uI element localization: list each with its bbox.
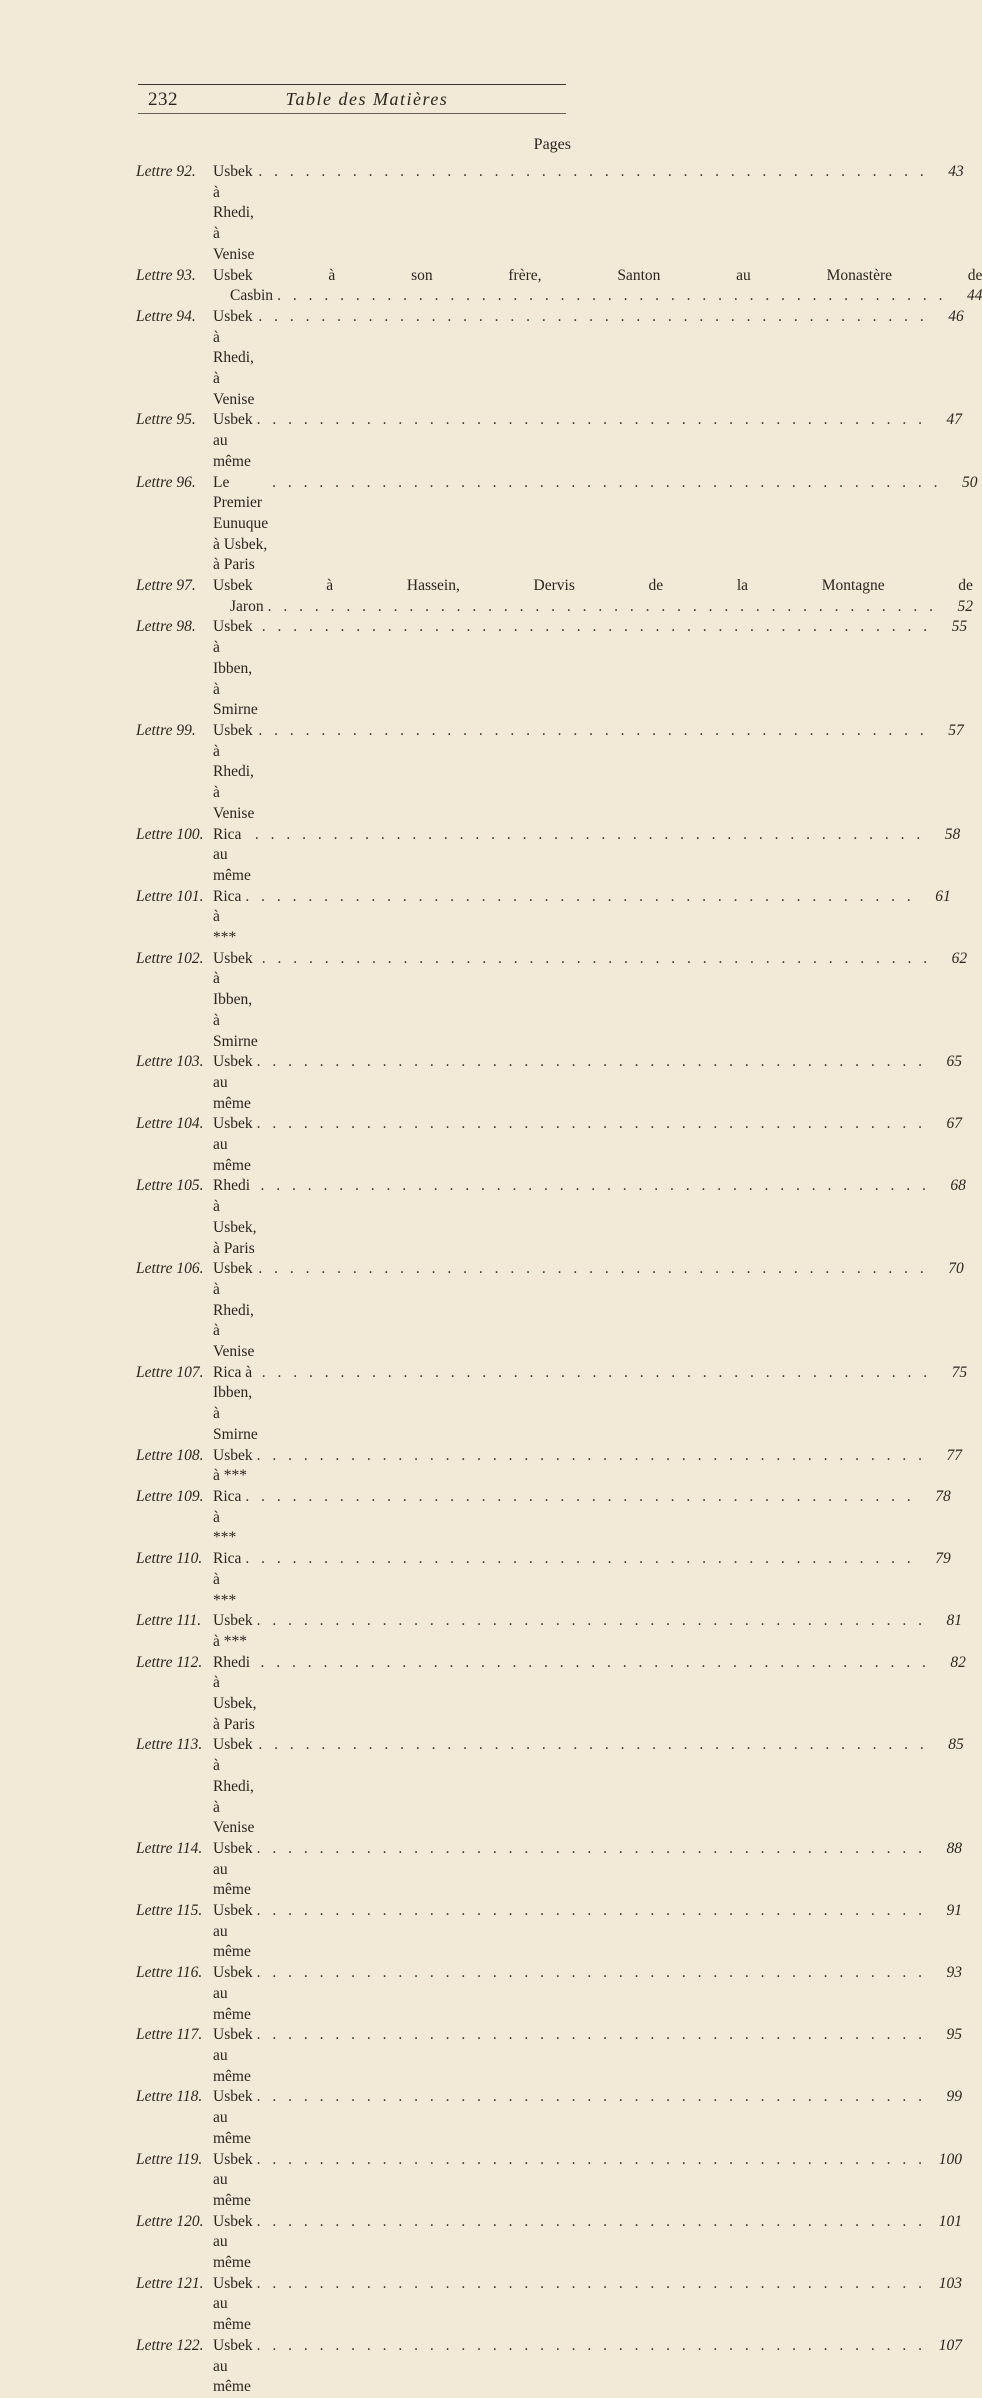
toc-entry xyxy=(136,2212,962,2274)
toc-entry xyxy=(136,1487,951,1549)
toc-entry xyxy=(136,1549,951,1611)
letter-number: Lettre 117. xyxy=(136,2026,203,2044)
dot-leader xyxy=(258,721,927,742)
letter-number: Lettre 102. xyxy=(136,949,204,967)
dot-leader xyxy=(258,307,927,328)
dot-leader xyxy=(262,1363,931,1384)
page-ref: 82 xyxy=(950,1653,966,1671)
entry-title: Usbek au même xyxy=(213,1839,253,1899)
page-ref: 93 xyxy=(946,1964,962,1982)
entry-title: Rhedi à Usbek, à Paris xyxy=(213,1653,257,1733)
toc-entry xyxy=(136,2025,962,2087)
letter-number: Lettre 108. xyxy=(136,1446,204,1464)
entry-title: Rica à Ibben, à Smirne xyxy=(213,1363,258,1443)
entry-title: Usbek à Ibben, à Smirne xyxy=(213,618,258,719)
dot-leader xyxy=(257,1901,926,1922)
page-ref: 81 xyxy=(946,1612,962,1630)
letter-number: Lettre 97. xyxy=(136,577,196,595)
letter-number: Lettre 92. xyxy=(136,163,196,180)
dot-leader xyxy=(257,2087,926,2108)
dot-leader xyxy=(257,410,926,431)
toc-entry xyxy=(136,1259,964,1363)
page-ref: 44 xyxy=(966,287,982,305)
dot-leader xyxy=(277,286,946,307)
dot-leader xyxy=(262,617,931,638)
letter-number: Lettre 98. xyxy=(136,618,196,636)
dot-leader xyxy=(257,1114,926,1135)
letter-number: Lettre 110. xyxy=(136,1550,203,1568)
toc-entry xyxy=(136,1446,962,1487)
dot-leader xyxy=(255,825,924,846)
letter-number: Lettre 115. xyxy=(136,1902,203,1920)
dot-leader xyxy=(258,1259,927,1280)
toc-entry xyxy=(136,1363,968,1446)
entry-title: Usbek au même xyxy=(213,1115,253,1174)
toc-entry xyxy=(136,2274,962,2336)
toc-entry xyxy=(136,1611,962,1652)
dot-leader xyxy=(257,2212,926,2233)
pages-column-label: Pages xyxy=(533,136,571,153)
page-ref: 62 xyxy=(951,949,968,967)
letter-number: Lettre 113. xyxy=(136,1736,203,1754)
page-ref: 61 xyxy=(935,887,951,905)
letter-number: Lettre 95. xyxy=(136,411,196,429)
dot-leader xyxy=(258,1735,927,1756)
dot-leader xyxy=(260,1653,929,1674)
entry-title: Usbek à Rhedi, à Venise xyxy=(213,163,255,263)
entry-title: Usbek au même xyxy=(213,2150,253,2209)
entry-title: Usbek à son frère, Santon au Monastère de xyxy=(213,266,982,284)
page-ref: 88 xyxy=(946,1839,962,1857)
toc-entry xyxy=(136,617,968,721)
toc-entry xyxy=(136,1963,962,2025)
toc-entry xyxy=(136,410,962,472)
page-ref: 78 xyxy=(935,1488,951,1505)
toc-entry xyxy=(136,473,978,577)
toc-entry xyxy=(136,576,973,617)
entry-title: Usbek à *** xyxy=(213,1446,253,1485)
letter-number: Lettre 121. xyxy=(136,2274,204,2292)
letter-number: Lettre 111. xyxy=(136,1612,202,1630)
dot-leader xyxy=(257,1963,926,1984)
page-ref: 70 xyxy=(948,1260,964,1278)
toc-entry xyxy=(136,2336,962,2398)
dot-leader xyxy=(257,1446,926,1467)
page-ref: 75 xyxy=(951,1363,968,1381)
dot-leader xyxy=(257,1611,926,1632)
toc-entry xyxy=(136,1839,962,1901)
entry-title: Rica à *** xyxy=(213,1550,242,1609)
letter-number: Lettre 112. xyxy=(136,1653,203,1671)
dot-leader xyxy=(257,2025,926,2046)
dot-leader xyxy=(257,2274,926,2295)
entry-title: Usbek au même xyxy=(213,2274,253,2334)
toc-entry xyxy=(136,1176,966,1259)
toc-entry xyxy=(136,1114,962,1176)
toc-entry xyxy=(136,825,961,887)
entry-title-continuation: Casbin xyxy=(230,287,274,305)
toc-entry xyxy=(136,1052,962,1114)
toc-entry xyxy=(136,307,964,411)
letter-number: Lettre 122. xyxy=(136,2336,204,2354)
letter-number: Lettre 96. xyxy=(136,473,196,491)
dot-leader xyxy=(272,473,941,494)
dot-leader xyxy=(257,1052,926,1073)
toc-entry xyxy=(136,1653,966,1736)
dot-leader xyxy=(260,1176,929,1197)
toc-entry xyxy=(136,721,964,825)
toc-entry xyxy=(136,949,968,1053)
letter-number: Lettre 104. xyxy=(136,1115,204,1133)
page-header xyxy=(138,84,566,114)
letter-number: Lettre 107. xyxy=(136,1363,204,1381)
page-ref: 68 xyxy=(950,1177,966,1195)
entry-title: Usbek à *** xyxy=(213,1612,253,1650)
page-ref: 101 xyxy=(938,2212,962,2230)
letter-number: Lettre 118. xyxy=(136,2088,203,2106)
entry-title: Usbek au même xyxy=(213,2212,253,2272)
entry-title: Usbek à Rhedi, à Venise xyxy=(213,307,255,408)
letter-number: Lettre 94. xyxy=(136,307,196,325)
running-title: Table des Matières xyxy=(285,89,449,109)
entry-title: Usbek au même xyxy=(213,1964,253,2023)
dot-leader xyxy=(258,162,927,183)
page-ref: 57 xyxy=(948,721,964,739)
entry-title: Rica au même xyxy=(213,825,251,884)
entry-title: Le Premier Eunuque à Usbek, à Paris xyxy=(213,473,269,574)
page-ref: 46 xyxy=(948,307,964,325)
page-ref: 95 xyxy=(946,2026,962,2044)
toc-entry xyxy=(136,1735,964,1839)
page-ref: 52 xyxy=(957,597,973,615)
entry-title: Usbek au même xyxy=(213,1053,253,1112)
dot-leader xyxy=(262,949,931,970)
entry-title: Rhedi à Usbek, à Paris xyxy=(213,1177,257,1257)
letter-number: Lettre 101. xyxy=(136,887,204,905)
page-number: 232 xyxy=(148,89,178,110)
toc-entry xyxy=(136,1901,962,1963)
letter-number: Lettre 120. xyxy=(136,2212,204,2230)
toc-entry xyxy=(136,2087,962,2149)
toc-entry xyxy=(136,266,982,307)
dot-leader xyxy=(245,1487,914,1508)
page-ref: 55 xyxy=(951,618,968,636)
dot-leader xyxy=(257,2336,926,2357)
entry-title: Usbek à Ibben, à Smirne xyxy=(213,949,258,1050)
entry-title: Rica à *** xyxy=(213,1488,242,1547)
letter-number: Lettre 116. xyxy=(136,1964,203,1982)
entry-title: Usbek à Rhedi, à Venise xyxy=(213,721,255,822)
page-ref: 91 xyxy=(946,1902,962,1920)
page-ref: 67 xyxy=(946,1115,962,1133)
page-ref: 100 xyxy=(938,2150,962,2168)
page-ref: 50 xyxy=(961,473,978,491)
page-ref: 79 xyxy=(935,1550,951,1568)
letter-number: Lettre 99. xyxy=(136,721,196,739)
dot-leader xyxy=(257,2150,926,2171)
letter-number: Lettre 105. xyxy=(136,1177,204,1195)
entry-title: Usbek au même xyxy=(213,2088,253,2147)
letter-number: Lettre 109. xyxy=(136,1488,204,1505)
entry-title: Usbek au même xyxy=(213,411,253,470)
toc-entry xyxy=(136,2150,962,2212)
toc-entry xyxy=(136,162,964,266)
page-ref: 43 xyxy=(948,163,964,180)
entry-title: Rica à *** xyxy=(213,887,242,947)
page-ref: 107 xyxy=(938,2336,962,2354)
letter-number: Lettre 100. xyxy=(136,825,204,843)
letter-number: Lettre 119. xyxy=(136,2150,203,2168)
letter-number: Lettre 103. xyxy=(136,1053,204,1071)
page-ref: 99 xyxy=(946,2088,962,2106)
entry-title: Usbek à Rhedi, à Venise xyxy=(213,1736,255,1837)
page-ref: 65 xyxy=(946,1053,962,1071)
entry-title-continuation: Jaron xyxy=(230,597,264,615)
toc-entry xyxy=(136,887,951,949)
dot-leader xyxy=(245,887,914,908)
page-ref: 47 xyxy=(946,411,962,429)
entry-title: Usbek à Rhedi, à Venise xyxy=(213,1260,255,1361)
table-of-contents xyxy=(136,162,982,2398)
entry-title: Usbek au même xyxy=(213,1902,253,1961)
letter-number: Lettre 93. xyxy=(136,266,196,284)
page-ref: 103 xyxy=(938,2274,962,2292)
entry-title: Usbek au même xyxy=(213,2026,253,2085)
page-ref: 58 xyxy=(944,825,961,843)
page-ref: 85 xyxy=(948,1736,964,1754)
page-ref: 77 xyxy=(946,1446,962,1464)
letter-number: Lettre 114. xyxy=(136,1839,203,1857)
dot-leader xyxy=(257,1839,926,1860)
entry-title: Usbek au même xyxy=(213,2336,253,2396)
dot-leader xyxy=(245,1549,914,1570)
dot-leader xyxy=(268,597,937,618)
entry-title: Usbek à Hassein, Dervis de la Montagne de xyxy=(213,577,973,595)
letter-number: Lettre 106. xyxy=(136,1260,204,1278)
